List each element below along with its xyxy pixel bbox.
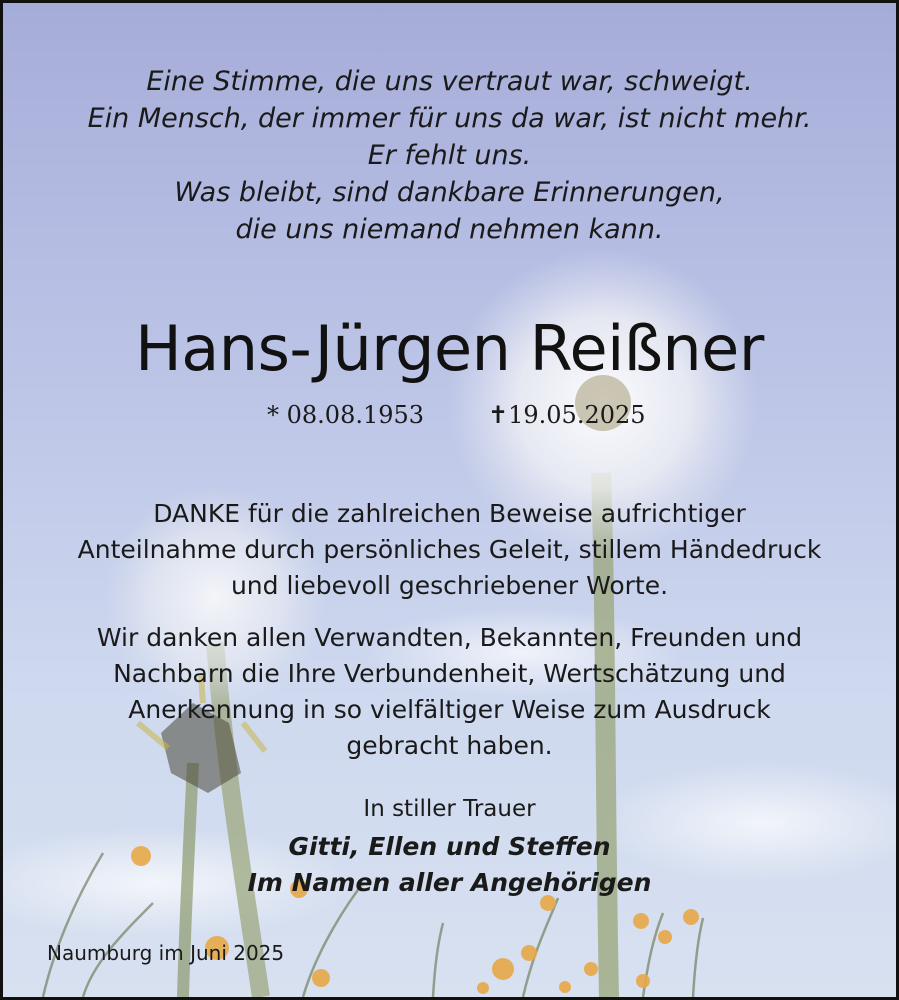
gratitude-line: Nachbarn die Ihre Verbundenheit, Wertschätzung und <box>113 659 786 688</box>
gratitude-line: Anerkennung in so vielfältiger Weise zum Ausdruck <box>128 695 771 724</box>
signature-names <box>3 829 896 901</box>
signature-intro: In stiller Trauer <box>363 796 536 822</box>
poem-line: Ein Mensch, der immer für uns da war, ist nicht mehr. <box>87 103 812 134</box>
death-date: ✝19.05.2025 <box>488 401 646 429</box>
poem-line: die uns niemand nehmen kann. <box>235 214 664 245</box>
thanks-line: DANKE für die zahlreichen Beweise aufrichtiger <box>153 499 746 528</box>
thanks-line: Anteilnahme durch persönliches Geleit, stillem Händedruck <box>77 535 822 564</box>
gratitude-line: Wir danken allen Verwandten, Bekannten, Freunden und <box>96 623 803 652</box>
signature-line: Im Namen aller Angehörigen <box>247 868 652 897</box>
place-and-date: Naumburg im Juni 2025 <box>47 941 285 965</box>
thanks-line: und liebevoll geschriebener Worte. <box>230 571 669 600</box>
gratitude-paragraph <box>3 620 896 764</box>
signature-line: Gitti, Ellen und Steffen <box>288 832 611 861</box>
deceased-name: Hans-Jürgen Reißner <box>135 312 764 385</box>
poem-line: Er fehlt uns. <box>367 140 532 171</box>
thanks-paragraph <box>3 496 896 604</box>
poem-line: Was bleibt, sind dankbare Erinnerungen, <box>174 177 725 208</box>
memorial-poem <box>3 63 896 248</box>
gratitude-line: gebracht haben. <box>346 731 553 760</box>
poem-line: Eine Stimme, die uns vertraut war, schweigt. <box>146 66 753 97</box>
birth-date: * 08.08.1953 <box>267 401 425 429</box>
